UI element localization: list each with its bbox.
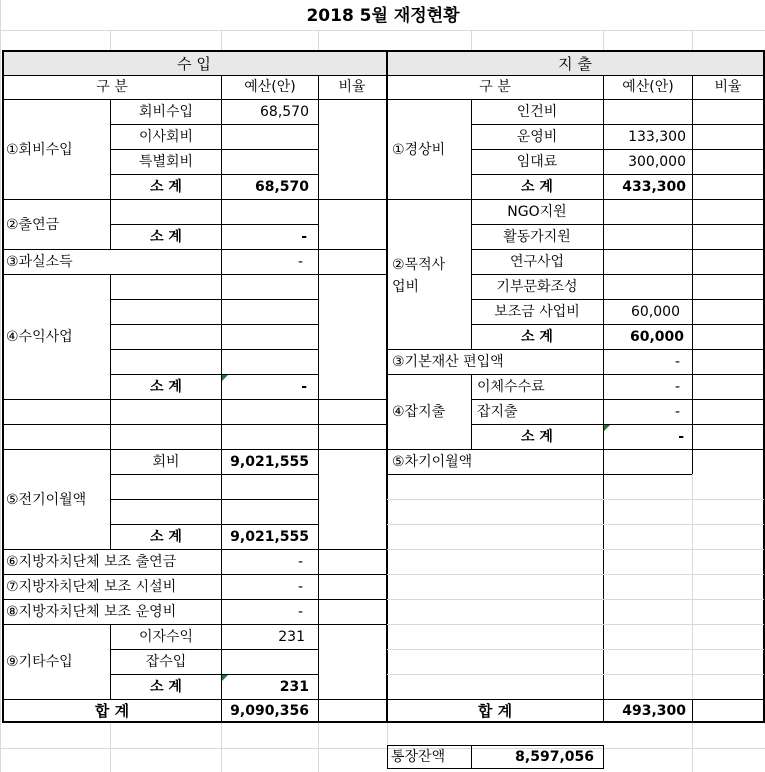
expense-misc-subtotal-label: 소 계 bbox=[521, 429, 553, 445]
income-col-ratio: 비율 bbox=[338, 79, 366, 95]
expense-item-name: 연구사업 bbox=[509, 254, 565, 270]
income-other-subtotal: 231 bbox=[279, 679, 309, 695]
income-local-operation-value: - bbox=[297, 604, 303, 620]
income-item-name: 이사회비 bbox=[138, 129, 194, 145]
income-local-contribution-value: - bbox=[297, 554, 303, 570]
expense-total-label: 합 계 bbox=[477, 702, 513, 720]
income-local-contribution-label: ⑥지방자치단체 보조 출연금 bbox=[6, 554, 177, 570]
income-contribution-subtotal: - bbox=[301, 229, 307, 245]
income-item-name: 잡수입 bbox=[145, 654, 187, 670]
income-item-name: 이자수익 bbox=[138, 629, 194, 645]
income-carryover-subtotal-label: 소 계 bbox=[150, 529, 182, 545]
income-contribution-subtotal-label: 소 계 bbox=[150, 229, 182, 245]
income-item-value: 9,021,555 bbox=[230, 454, 309, 470]
income-other-subtotal-label: 소 계 bbox=[150, 679, 182, 695]
income-membership-subtotal-label: 소 계 bbox=[150, 179, 182, 195]
income-item-name: 회비 bbox=[152, 454, 180, 470]
expense-item-name: 임대료 bbox=[516, 154, 558, 170]
cell-comment-marker bbox=[604, 425, 610, 431]
expense-item-name: 인건비 bbox=[516, 104, 558, 120]
income-business-subtotal: - bbox=[301, 379, 307, 395]
expense-next-carryover-label: ⑤차기이월액 bbox=[392, 454, 473, 470]
expense-operating-subtotal-label: 소 계 bbox=[521, 179, 553, 195]
expense-base-property-value: - bbox=[674, 354, 680, 370]
expense-purpose-subtotal-label: 소 계 bbox=[521, 329, 553, 345]
income-item-name: 특별회비 bbox=[138, 154, 194, 170]
income-business-label: ④수익사업 bbox=[6, 329, 73, 345]
income-carryover-label: ⑤전기이월액 bbox=[6, 492, 87, 508]
income-col-category: 구 분 bbox=[96, 79, 128, 95]
expense-total: 493,300 bbox=[622, 703, 686, 719]
income-item-name: 회비수입 bbox=[138, 104, 194, 120]
expense-item-name: 보조금 사업비 bbox=[494, 304, 580, 320]
expense-item-name: 이체수수료 bbox=[477, 379, 545, 395]
expense-misc-subtotal: - bbox=[678, 429, 684, 445]
bank-balance-value: 8,597,056 bbox=[515, 749, 594, 765]
expense-item-name: 활동가지원 bbox=[503, 229, 571, 245]
expense-item-value: 133,300 bbox=[628, 129, 686, 145]
expense-item-value: - bbox=[674, 379, 680, 395]
bank-balance-label: 통장잔액 bbox=[391, 749, 446, 765]
page-title: 2018 5월 재정현황 bbox=[306, 6, 460, 26]
income-other-label: ⑨기타수입 bbox=[6, 654, 73, 670]
cell-comment-marker bbox=[222, 675, 228, 681]
expense-item-value: 300,000 bbox=[628, 154, 686, 170]
income-local-operation-label: ⑧지방자치단체 보조 운영비 bbox=[6, 604, 177, 620]
income-local-facility-value: - bbox=[297, 579, 303, 595]
expense-operating-label: ①경상비 bbox=[392, 142, 446, 158]
expense-base-property-label: ③기본재산 편입액 bbox=[392, 354, 504, 370]
income-membership-subtotal: 68,570 bbox=[254, 179, 309, 195]
expense-col-budget: 예산(안) bbox=[622, 79, 674, 95]
income-total: 9,090,356 bbox=[230, 703, 309, 719]
income-header: 수 입 bbox=[177, 55, 211, 73]
income-carryover-subtotal: 9,021,555 bbox=[230, 529, 309, 545]
expense-operating-subtotal: 433,300 bbox=[622, 179, 686, 195]
expense-item-name: 기부문화조성 bbox=[496, 279, 578, 295]
income-fruit-value: - bbox=[297, 254, 303, 270]
expense-header: 지 출 bbox=[558, 55, 592, 73]
expense-item-value: 60,000 bbox=[631, 304, 680, 320]
expense-purpose-subtotal: 60,000 bbox=[629, 329, 684, 345]
expense-item-name: 잡지출 bbox=[477, 404, 518, 420]
income-membership-label: ①회비수입 bbox=[6, 142, 73, 158]
expense-purpose-label-line2: 업비 bbox=[392, 279, 420, 295]
cell-comment-marker bbox=[222, 375, 228, 381]
income-contribution-label: ②출연금 bbox=[6, 217, 60, 233]
expense-item-name: NGO지원 bbox=[507, 204, 567, 220]
expense-col-category: 구 분 bbox=[479, 79, 511, 95]
expense-col-ratio: 비율 bbox=[714, 79, 742, 95]
expense-purpose-label: ②목적사 bbox=[392, 257, 446, 273]
income-fruit-label: ③과실소득 bbox=[6, 254, 73, 270]
income-total-label: 합 계 bbox=[94, 702, 130, 720]
expense-item-name: 운영비 bbox=[516, 129, 558, 145]
expense-misc-label: ④잡지출 bbox=[392, 404, 446, 420]
income-business-subtotal-label: 소 계 bbox=[150, 379, 182, 395]
income-item-value: 68,570 bbox=[260, 104, 309, 120]
income-col-budget: 예산(안) bbox=[244, 79, 296, 95]
income-item-value: 231 bbox=[278, 629, 305, 645]
income-local-facility-label: ⑦지방자치단체 보조 시설비 bbox=[6, 579, 177, 595]
expense-item-value: - bbox=[674, 404, 680, 420]
